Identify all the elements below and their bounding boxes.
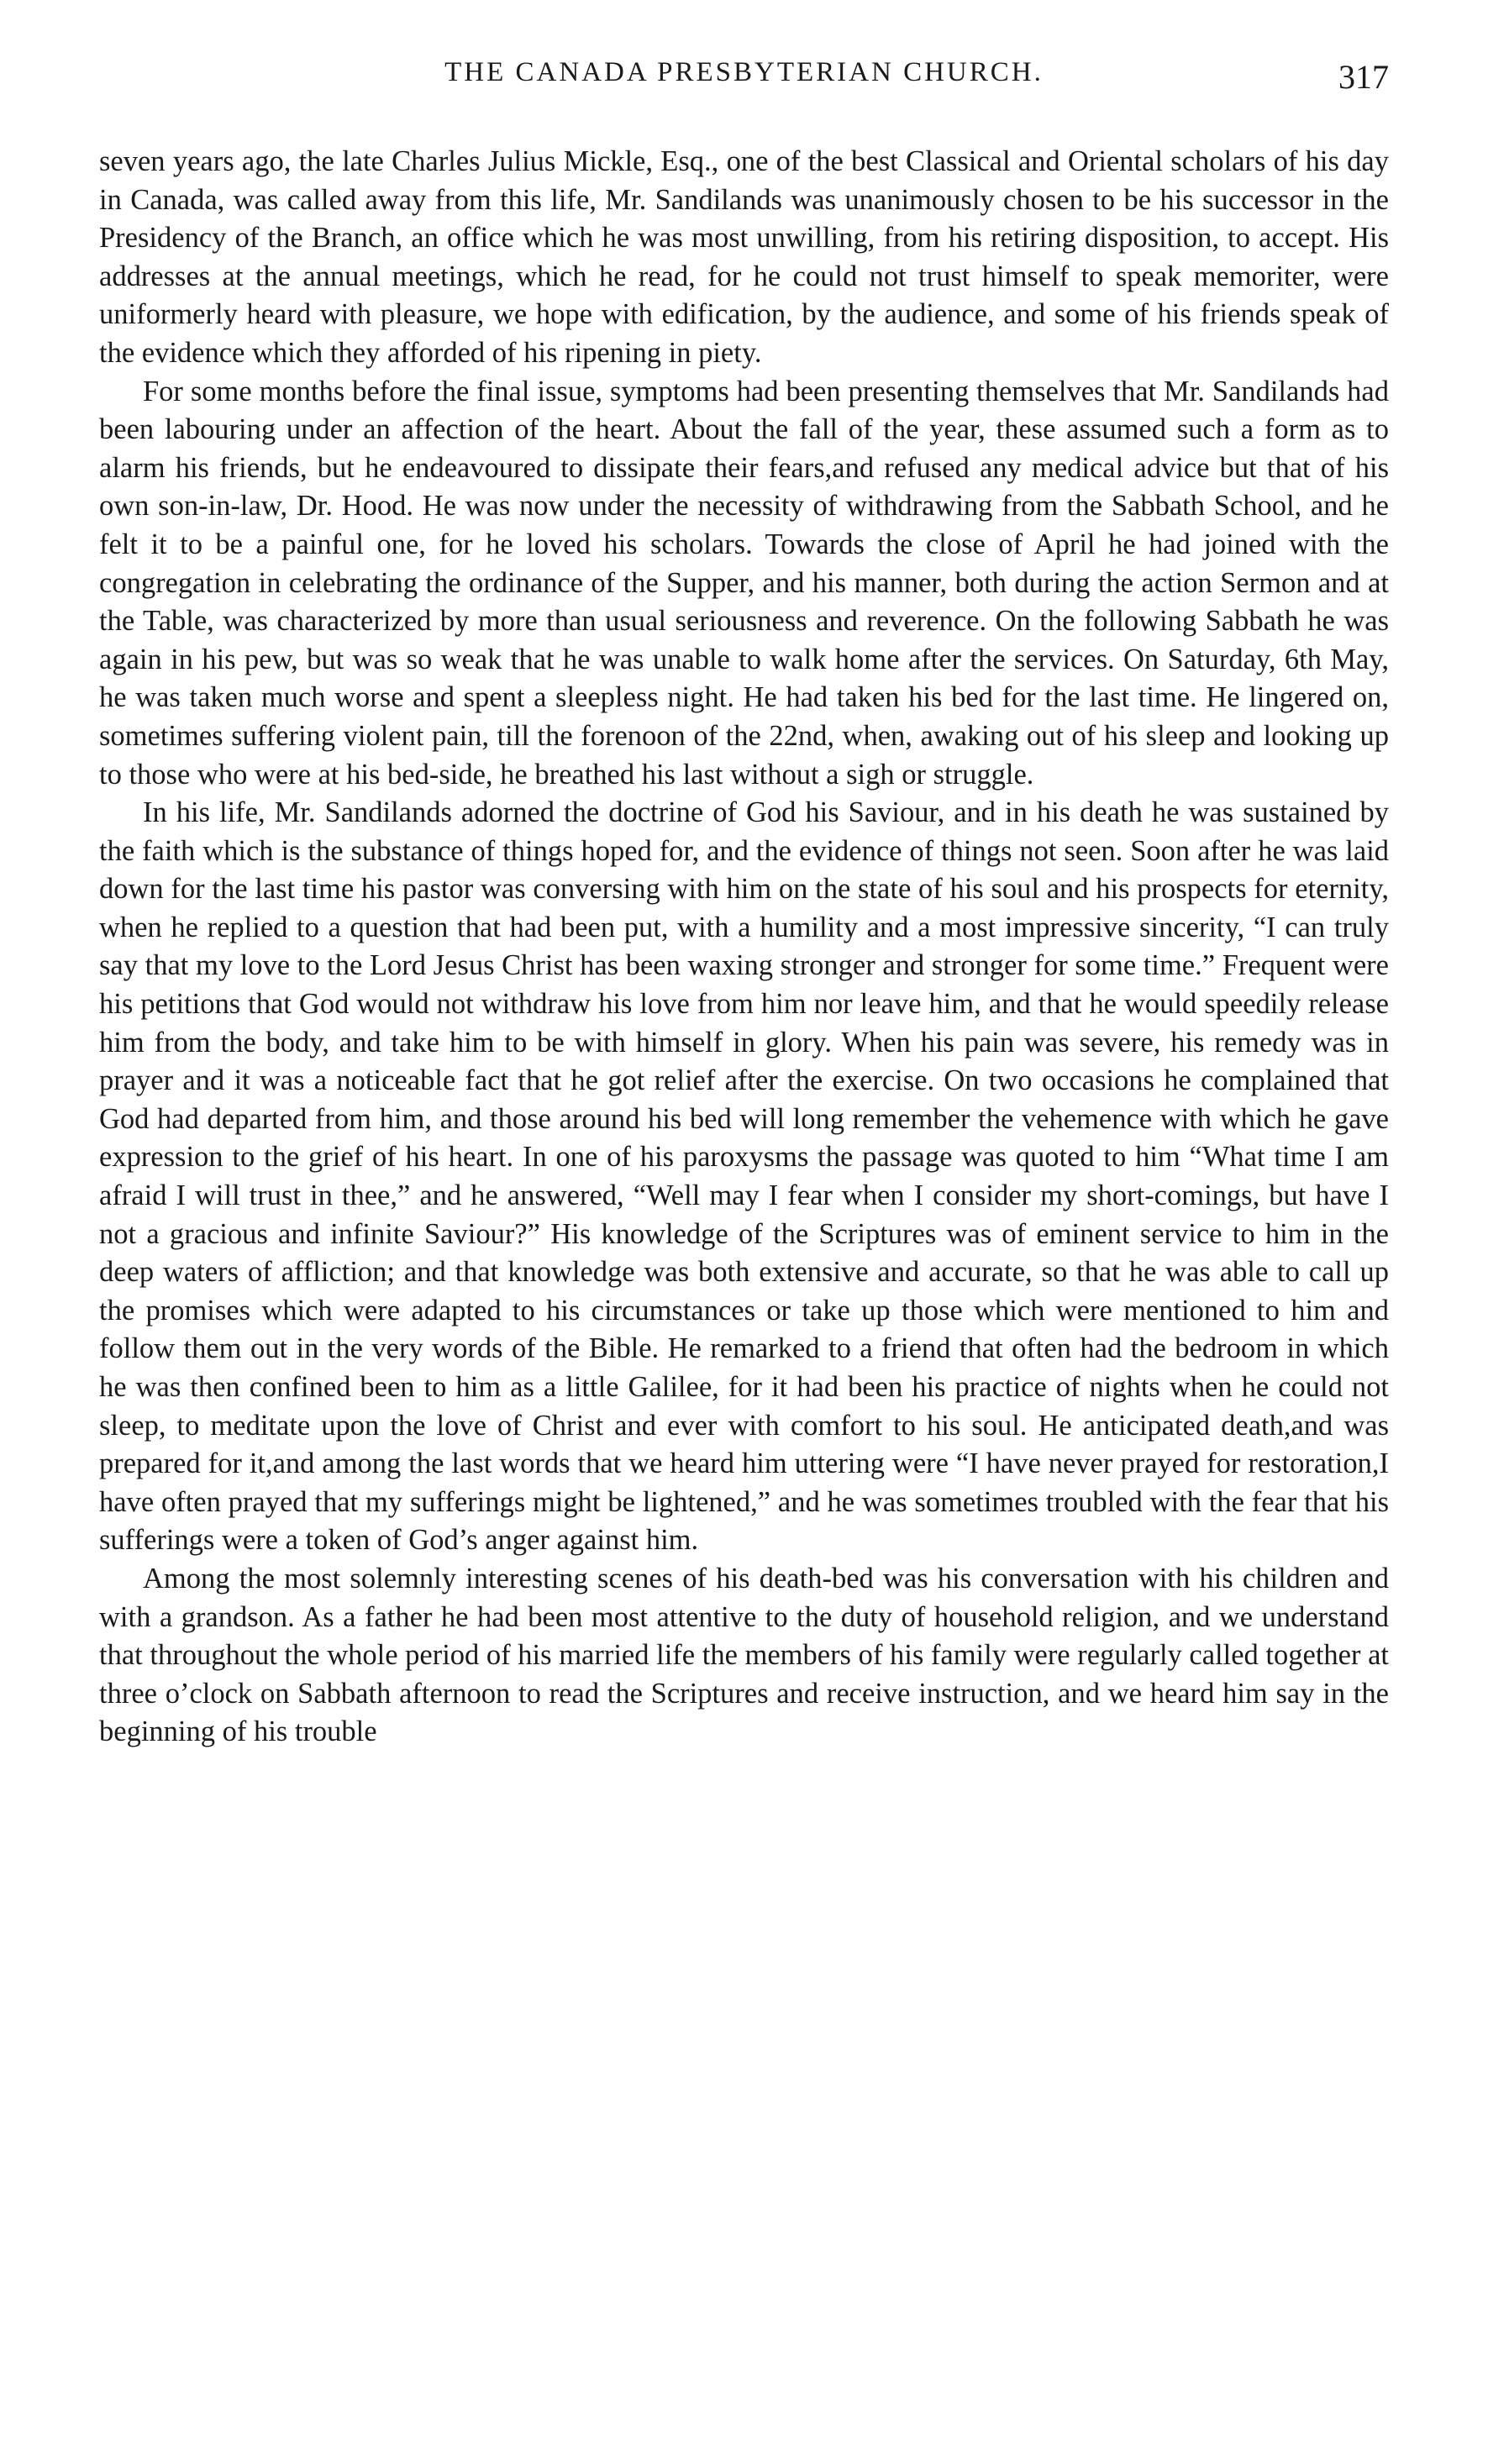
body-text <box>99 143 1389 1752</box>
paragraph-illness: For some months before the final issue, symptoms had been presenting themselves that Mr. Sandilands had been labouring under an affection of the heart. About the fall of the year, these assumed such a form as to alarm his friends, but he endeavoured to dissipate their fears,and refused any medical advice but that of his own son-in-law, Dr. Hood. He was now under the necessity of withdrawing from the Sabbath School, and he felt it to be a painful one, for he loved his scholars. Towards the close of April he had joined with the congregation in celebrating the ordinance of the Supper, and his manner, both during the action Sermon and at the Table, was characterized by more than usual seriousness and reverence. On the following Sabbath he was again in his pew, but was so weak that he was unable to walk home after the services. On Saturday, 6th May, he was taken much worse and spent a sleepless night. He had taken his bed for the last time. He lingered on, sometimes suffering violent pain, till the forenoon of the 22nd, when, awaking out of his sleep and looking up to those who were at his bed-side, he breathed his last without a sigh or struggle. <box>99 375 1389 791</box>
running-title: THE CANADA PRESBYTERIAN CHURCH. <box>444 57 1044 87</box>
paragraph-continued: seven years ago, the late Charles Julius Mickle, Esq., one of the best Classical and Oriental scholars of his day in Canada, was called away from this life, Mr. Sandilands was unanimously chosen to be his successor in the Presidency of the Branch, an office which he was most unwilling, from his retiring disposition, to accept. His addresses at the annual meetings, which he read, for he could not trust himself to speak memoriter, were uniformerly heard with pleasure, we hope with edification, by the audience, and some of his friends speak of the evidence which they afforded of his ripening in piety. <box>99 145 1389 369</box>
page-number: 317 <box>1338 58 1389 96</box>
paragraph-death-bed: Among the most solemnly interesting scenes of his death-bed was his conversation with his children and with a grandson. As a father he had been most attentive to the duty of household religion, and we understand that throughout the whole period of his married life the members of his family were regularly called together at three o’clock on Sabbath afternoon to read the Scriptures and receive instruction, and we heard him say in the beginning of his trouble <box>99 1562 1389 1748</box>
running-head <box>99 57 1389 108</box>
paragraph-faith: In his life, Mr. Sandilands adorned the doctrine of God his Saviour, and in his death he was sustained by the faith which is the substance of things hoped for, and the evidence of things not seen. Soon after he was laid down for the last time his pastor was conversing with him on the state of his soul and his prospects for eternity, when he replied to a question that had been put, with a humility and a most impressive sincerity, “I can truly say that my love to the Lord Jesus Christ has been waxing stronger and stronger for some time.” Frequent were his petitions that God would not withdraw his love from him nor leave him, and that he would speedily release him from the body, and take him to be with himself in glory. When his pain was severe, his remedy was in prayer and it was a noticeable fact that he got relief after the exercise. On two occasions he complained that God had departed from him, and those around his bed will long remember the vehemence with which he gave expression to the grief of his heart. In one of his paroxysms the passage was quoted to him “What time I am afraid I will trust in thee,” and he answered, “Well may I fear when I consider my short-comings, but have I not a gracious and infinite Saviour?” His knowledge of the Scriptures was of eminent service to him in the deep waters of affliction; and that knowledge was both extensive and accurate, so that he was able to call up the promises which were adapted to his circumstances or take up those which were mentioned to him and follow them out in the very words of the Bible. He remarked to a friend that often had the bedroom in which he was then confined been to him as a little Galilee, for it had been his practice of nights when he could not sleep, to meditate upon the love of Christ and ever with comfort to his soul. He anticipated death,and was prepared for it,and among the last words that we heard him uttering were “I have never prayed for restoration,I have often prayed that my sufferings might be lightened,” and he was sometimes troubled with the fear that his sufferings were a token of God’s anger against him. <box>99 796 1389 1557</box>
